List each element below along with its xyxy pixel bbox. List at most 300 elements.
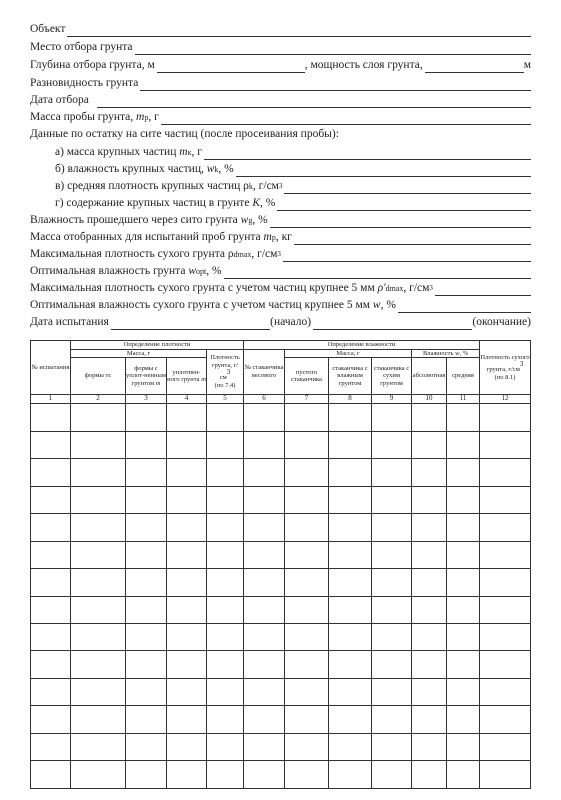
table-cell[interactable] <box>412 761 447 789</box>
table-cell[interactable] <box>31 569 71 596</box>
table-cell[interactable] <box>167 733 207 760</box>
table-cell[interactable] <box>31 404 71 431</box>
thickness-label: , мощность слоя грунта, <box>304 59 423 71</box>
table-cell[interactable] <box>372 486 412 513</box>
header-density-group: Определение плотности <box>71 341 244 350</box>
table-cell[interactable] <box>447 431 480 458</box>
coarse-mass-sub: к <box>187 148 192 157</box>
table-cell[interactable] <box>126 596 167 623</box>
table-cell[interactable] <box>285 541 329 568</box>
table-cell[interactable] <box>480 431 531 458</box>
table-cell[interactable] <box>207 486 244 513</box>
table-cell[interactable] <box>167 651 207 678</box>
end-label: (окончание) <box>472 316 531 328</box>
dry-density-text: Плотность сухого грунта, г/см <box>480 353 530 374</box>
max-density-5mm-symbol: ρ' <box>377 282 386 294</box>
table-cell[interactable] <box>126 514 167 541</box>
table-cell[interactable] <box>412 541 447 568</box>
table-cell[interactable] <box>447 486 480 513</box>
table-cell[interactable] <box>329 678 372 705</box>
coarse-mass-field[interactable] <box>204 148 531 160</box>
table-cell[interactable] <box>244 541 285 568</box>
table-cell[interactable] <box>71 733 126 760</box>
sample-mass-field[interactable] <box>161 113 531 125</box>
table-cell[interactable] <box>167 459 207 486</box>
table-cell[interactable] <box>71 486 126 513</box>
table-cell[interactable] <box>412 651 447 678</box>
table-cell[interactable] <box>372 431 412 458</box>
max-density-unit: , г/см <box>251 248 278 260</box>
table-cell[interactable] <box>372 651 412 678</box>
table-cell[interactable] <box>167 486 207 513</box>
table-row <box>31 651 531 678</box>
form-tc: тс <box>105 372 112 380</box>
coarse-density-unit: , г/см <box>252 180 279 192</box>
coarse-density-sub: k <box>248 182 253 191</box>
table-cell[interactable] <box>71 678 126 705</box>
table-cell[interactable] <box>167 514 207 541</box>
table-cell[interactable] <box>31 706 71 733</box>
coarse-moisture-label: б) влажность крупных частиц, <box>55 163 204 175</box>
thickness-field[interactable] <box>425 61 524 73</box>
soil-variety-line <box>30 76 531 91</box>
table-cell[interactable] <box>329 569 372 596</box>
col-num: 11 <box>447 394 480 403</box>
table-cell[interactable] <box>447 761 480 789</box>
table-cell[interactable] <box>480 651 531 678</box>
table-cell[interactable] <box>126 431 167 458</box>
table-cell[interactable] <box>71 706 126 733</box>
table-cell[interactable] <box>207 514 244 541</box>
table-cell[interactable] <box>31 624 71 651</box>
table-cell[interactable] <box>167 431 207 458</box>
table-cell[interactable] <box>480 596 531 623</box>
table-cell[interactable] <box>447 404 480 431</box>
table-cell[interactable] <box>285 761 329 789</box>
coarse-mass-line <box>55 145 531 160</box>
table-cell[interactable] <box>447 678 480 705</box>
header-form <box>71 358 126 395</box>
selected-mass-symbol: m <box>263 231 272 243</box>
table-cell[interactable] <box>329 761 372 789</box>
table-cell[interactable] <box>126 404 167 431</box>
table-cell[interactable] <box>285 431 329 458</box>
table-cell[interactable] <box>372 733 412 760</box>
table-cell[interactable] <box>329 733 372 760</box>
table-cell[interactable] <box>244 678 285 705</box>
table-cell[interactable] <box>126 569 167 596</box>
table-cell[interactable] <box>412 733 447 760</box>
table-cell[interactable] <box>167 569 207 596</box>
depth-label: Глубина отбора грунта, м <box>30 59 155 71</box>
table-row <box>31 706 531 733</box>
coarse-content-unit: , % <box>260 197 276 209</box>
table-cell[interactable] <box>329 431 372 458</box>
table-cell[interactable] <box>480 569 531 596</box>
table-cell[interactable] <box>126 624 167 651</box>
header-form-compacted <box>126 358 167 395</box>
table-cell[interactable] <box>412 486 447 513</box>
table-cell[interactable] <box>71 624 126 651</box>
table-cell[interactable] <box>412 514 447 541</box>
header-mass-g: Масса, г <box>71 349 207 358</box>
table-cell[interactable] <box>126 678 167 705</box>
coarse-density-line <box>55 179 531 194</box>
table-row <box>31 459 531 486</box>
table-cell[interactable] <box>480 541 531 568</box>
table-cell[interactable] <box>412 678 447 705</box>
table-cell[interactable] <box>207 541 244 568</box>
opt-moist-label: Оптимальная влажность грунта <box>30 265 186 277</box>
table-cell[interactable] <box>372 761 412 789</box>
moisture-symbol: w <box>455 349 460 357</box>
table-cell[interactable] <box>207 706 244 733</box>
coarse-density-field[interactable] <box>284 182 531 194</box>
table-cell[interactable] <box>126 733 167 760</box>
soil-variety-label: Разновидность грунта <box>30 77 139 89</box>
test-date-end-field[interactable] <box>313 318 472 330</box>
table-cell[interactable] <box>244 761 285 789</box>
table-cell[interactable] <box>480 514 531 541</box>
table-cell[interactable] <box>412 404 447 431</box>
sampling-date-field[interactable] <box>97 96 531 108</box>
opt-moist-symbol: w <box>188 265 196 277</box>
table-cell[interactable] <box>244 733 285 760</box>
sample-mass-symbol: m <box>136 111 145 123</box>
table-cell[interactable] <box>126 541 167 568</box>
table-cell[interactable] <box>207 624 244 651</box>
table-cell[interactable] <box>126 761 167 789</box>
table-cell[interactable] <box>412 569 447 596</box>
table-cell[interactable] <box>447 459 480 486</box>
col-num: 3 <box>126 394 167 403</box>
header-cup-wet: стаканчика с влажным грунтом <box>329 358 372 395</box>
opt-moist-unit: , % <box>206 265 222 277</box>
table-cell[interactable] <box>285 596 329 623</box>
table-cell[interactable] <box>71 431 126 458</box>
coarse-content-line <box>55 196 531 211</box>
opt-moist-5mm-unit: , % <box>380 299 396 311</box>
sampling-place-field[interactable] <box>135 43 531 55</box>
opt-moist-5mm-field[interactable] <box>398 301 531 313</box>
table-row <box>31 404 531 431</box>
table-cell[interactable] <box>31 459 71 486</box>
table-cell[interactable] <box>447 706 480 733</box>
test-results-table <box>30 340 531 789</box>
max-density-5mm-unit: , г/см <box>403 282 430 294</box>
table-cell[interactable] <box>412 431 447 458</box>
table-row <box>31 678 531 705</box>
selected-mass-unit: , кг <box>275 231 292 243</box>
table-cell[interactable] <box>207 761 244 789</box>
table-cell[interactable] <box>412 706 447 733</box>
table-cell[interactable] <box>244 624 285 651</box>
sample-mass-sub: p <box>144 113 149 122</box>
header-moisture-group: Определение влажности <box>244 341 480 350</box>
table-cell[interactable] <box>372 706 412 733</box>
coarse-density-label: в) средняя плотность крупных частиц ρ <box>55 180 249 192</box>
moisture-unit: , % <box>459 349 469 357</box>
coarse-moisture-sub: k <box>214 165 219 174</box>
coarse-moisture-field[interactable] <box>236 165 531 177</box>
opt-moist-5mm-label: Оптимальная влажность сухого грунта с учетом частиц крупнее 5 мм <box>30 299 371 311</box>
table-cell[interactable] <box>31 733 71 760</box>
table-cell[interactable] <box>207 459 244 486</box>
table-cell[interactable] <box>447 569 480 596</box>
start-label: (начало) <box>270 316 312 328</box>
table-cell[interactable] <box>244 431 285 458</box>
table-row <box>31 733 531 760</box>
table-cell[interactable] <box>71 541 126 568</box>
table-cell[interactable] <box>71 651 126 678</box>
object-field[interactable] <box>67 25 531 37</box>
table-cell[interactable] <box>31 514 71 541</box>
header-average: средняя <box>447 358 480 395</box>
sieve-header-line <box>30 127 531 142</box>
coarse-moisture-symbol: w <box>206 163 215 175</box>
selected-mass-field[interactable] <box>294 233 531 245</box>
test-date-label: Дата испытания <box>30 316 109 328</box>
moist-passed-label: Влажность прошедшего через сито грунта <box>30 214 238 226</box>
col-num: 1 <box>31 394 71 403</box>
table-cell[interactable] <box>480 706 531 733</box>
selected-mass-label: Масса отобранных для испытаний проб грунта <box>30 231 261 243</box>
selected-mass-line <box>30 230 531 245</box>
table-cell[interactable] <box>480 486 531 513</box>
table-cell[interactable] <box>71 596 126 623</box>
table-cell[interactable] <box>31 486 71 513</box>
table-cell[interactable] <box>207 678 244 705</box>
col-num: 5 <box>207 394 244 403</box>
table-cell[interactable] <box>31 431 71 458</box>
table-cell[interactable] <box>244 596 285 623</box>
table-cell[interactable] <box>285 624 329 651</box>
col-num: 7 <box>285 394 329 403</box>
table-cell[interactable] <box>447 733 480 760</box>
table-cell[interactable] <box>285 678 329 705</box>
table-cell[interactable] <box>372 569 412 596</box>
table-cell[interactable] <box>244 651 285 678</box>
dry-density-sup: 3 <box>519 360 524 369</box>
sampling-place-line <box>30 40 531 55</box>
max-density-label: Максимальная плотность сухого грунта ρ <box>30 248 234 260</box>
coarse-moisture-unit: , % <box>218 163 234 175</box>
density-sup: 3 <box>226 368 231 377</box>
col-num: 8 <box>329 394 372 403</box>
table-cell[interactable] <box>31 761 71 789</box>
max-density-sup: 3 <box>277 250 281 258</box>
col-num: 6 <box>244 394 285 403</box>
opt-moist-field[interactable] <box>224 267 531 279</box>
dry-density-ref: (по 8.1) <box>494 373 516 381</box>
table-cell[interactable] <box>372 404 412 431</box>
max-density-5mm-sub: dmax <box>385 284 404 293</box>
table-cell[interactable] <box>480 761 531 789</box>
sampling-date-label: Дата отбора <box>30 94 89 106</box>
object-label: Объект <box>30 23 66 35</box>
header-cup-dry: стаканчика с сухим грунтом <box>372 358 412 395</box>
table-cell[interactable] <box>207 651 244 678</box>
table-cell[interactable] <box>372 459 412 486</box>
table-cell[interactable] <box>447 651 480 678</box>
table-cell[interactable] <box>285 514 329 541</box>
table-cell[interactable] <box>31 541 71 568</box>
table-cell[interactable] <box>71 514 126 541</box>
table-row <box>31 761 531 789</box>
table-cell[interactable] <box>31 596 71 623</box>
sampling-date-line <box>30 93 531 108</box>
table-cell[interactable] <box>167 596 207 623</box>
col-num: 10 <box>412 394 447 403</box>
table-cell[interactable] <box>480 459 531 486</box>
table-cell[interactable] <box>372 541 412 568</box>
header-mass-g-2: Масса, г <box>285 349 412 358</box>
moisture-pct-text: Влажность <box>422 349 454 357</box>
compacted-soil-text: уплотнен-ного грунта <box>167 368 201 384</box>
table-cell[interactable] <box>167 624 207 651</box>
table-cell[interactable] <box>285 486 329 513</box>
thickness-unit: м <box>523 59 531 71</box>
table-cell[interactable] <box>329 486 372 513</box>
table-cell[interactable] <box>329 706 372 733</box>
table-cell[interactable] <box>71 569 126 596</box>
table-cell[interactable] <box>167 706 207 733</box>
max-density-5mm-field[interactable] <box>435 284 531 296</box>
header-moisture-pct <box>412 349 480 358</box>
table-cell[interactable] <box>447 596 480 623</box>
soil-variety-field[interactable] <box>140 79 531 91</box>
moist-passed-field[interactable] <box>270 216 531 228</box>
table-cell[interactable] <box>372 678 412 705</box>
table-cell[interactable] <box>207 431 244 458</box>
table-cell[interactable] <box>126 459 167 486</box>
form-text: формы <box>84 372 104 380</box>
table-cell[interactable] <box>372 624 412 651</box>
table-cell[interactable] <box>480 678 531 705</box>
table-cell[interactable] <box>71 761 126 789</box>
table-cell[interactable] <box>329 624 372 651</box>
table-cell[interactable] <box>285 404 329 431</box>
max-density-sub: dmax <box>233 250 252 259</box>
table-cell[interactable] <box>167 541 207 568</box>
table-cell[interactable] <box>207 404 244 431</box>
col-num: 4 <box>167 394 207 403</box>
max-density-5mm-line <box>30 281 531 296</box>
table-cell[interactable] <box>207 569 244 596</box>
table-cell[interactable] <box>285 733 329 760</box>
table-cell[interactable] <box>412 459 447 486</box>
sieve-header: Данные по остатку на сите частиц (после просеивания пробы): <box>30 128 339 140</box>
table-cell[interactable] <box>126 486 167 513</box>
table-cell[interactable] <box>447 541 480 568</box>
table-cell[interactable] <box>412 596 447 623</box>
moist-passed-sub: g <box>248 216 253 225</box>
table-cell[interactable] <box>244 459 285 486</box>
table-cell[interactable] <box>244 569 285 596</box>
table-row <box>31 431 531 458</box>
table-cell[interactable] <box>412 624 447 651</box>
table-cell[interactable] <box>71 459 126 486</box>
max-density-field[interactable] <box>283 250 531 262</box>
table-cell[interactable] <box>372 596 412 623</box>
moist-passed-line <box>30 213 531 228</box>
col-num: 2 <box>71 394 126 403</box>
table-cell[interactable] <box>126 651 167 678</box>
opt-moist-5mm-symbol: w <box>372 299 381 311</box>
header-dry-density <box>480 341 531 395</box>
table-cell[interactable] <box>480 733 531 760</box>
table-cell[interactable] <box>244 404 285 431</box>
density-text: Плотность грунта, г/см <box>210 354 240 382</box>
table-cell[interactable] <box>329 404 372 431</box>
table-cell[interactable] <box>126 706 167 733</box>
table-cell[interactable] <box>480 404 531 431</box>
sample-mass-label: Масса пробы грунта, <box>30 111 134 123</box>
sample-mass-unit: , г <box>148 111 159 123</box>
depth-field[interactable] <box>157 61 305 73</box>
max-density-5mm-sup: 3 <box>429 284 433 292</box>
moist-passed-symbol: w <box>240 214 249 226</box>
coarse-mass-symbol: m <box>179 146 188 158</box>
header-test-no: № испытания <box>31 341 71 395</box>
table-cell[interactable] <box>167 678 207 705</box>
moist-passed-unit: , % <box>252 214 268 226</box>
table-cell[interactable] <box>244 486 285 513</box>
opt-moist-5mm-line <box>30 298 531 313</box>
table-cell[interactable] <box>167 761 207 789</box>
table-cell[interactable] <box>207 596 244 623</box>
header-row-1 <box>31 341 531 350</box>
table-cell[interactable] <box>447 624 480 651</box>
max-density-line <box>30 247 531 262</box>
coarse-content-field[interactable] <box>277 199 531 211</box>
coarse-density-sup: 3 <box>278 182 283 190</box>
table-cell[interactable] <box>207 733 244 760</box>
table-cell[interactable] <box>329 651 372 678</box>
table-cell[interactable] <box>244 706 285 733</box>
table-row <box>31 596 531 623</box>
table-cell[interactable] <box>31 651 71 678</box>
depth-line <box>30 58 531 73</box>
table-cell[interactable] <box>480 624 531 651</box>
table-cell[interactable] <box>285 459 329 486</box>
table-cell[interactable] <box>285 706 329 733</box>
table-row <box>31 541 531 568</box>
header-row-2 <box>31 349 531 358</box>
table-cell[interactable] <box>71 404 126 431</box>
coarse-mass-label: а) масса крупных частиц <box>55 146 177 158</box>
object-line <box>30 22 531 37</box>
max-density-5mm-label: Максимальная плотность сухого грунта с учетом частиц крупнее 5 мм <box>30 282 375 294</box>
table-cell[interactable] <box>167 404 207 431</box>
sample-mass-line <box>30 110 531 125</box>
table-cell[interactable] <box>329 541 372 568</box>
table-cell[interactable] <box>329 514 372 541</box>
table-cell[interactable] <box>447 514 480 541</box>
table-cell[interactable] <box>329 459 372 486</box>
table-cell[interactable] <box>372 514 412 541</box>
compacted-soil-symbol: m <box>201 376 206 384</box>
table-cell[interactable] <box>285 651 329 678</box>
table-cell[interactable] <box>285 569 329 596</box>
table-cell[interactable] <box>31 678 71 705</box>
form-compacted-text: формы с уплот-ненным грунтом <box>126 364 166 387</box>
test-date-line <box>30 315 531 330</box>
test-date-start-field[interactable] <box>111 318 270 330</box>
header-empty-cup: пустого стаканчика <box>285 358 329 395</box>
table-cell[interactable] <box>329 596 372 623</box>
table-cell[interactable] <box>244 514 285 541</box>
